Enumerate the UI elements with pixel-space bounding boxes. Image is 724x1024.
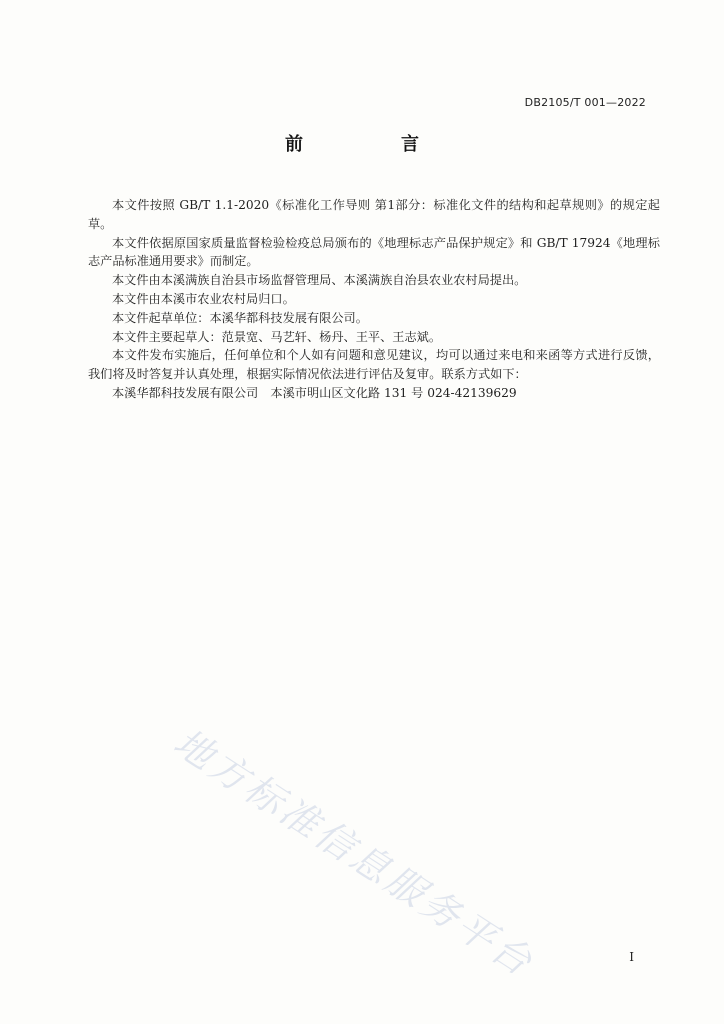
paragraph: 本文件主要起草人：范景宽、马艺轩、杨丹、王平、王志斌。 bbox=[112, 329, 442, 344]
paragraph: 本文件起草单位：本溪华都科技发展有限公司。 bbox=[112, 310, 368, 325]
paragraph: 本文件由本溪满族自治县市场监督管理局、本溪满族自治县农业农村局提出。 bbox=[112, 273, 527, 288]
paragraph: 本文件依据原国家质量监督检验检疫总局颁布的《地理标志产品保护规定》和 GB/T 17924《地理标志产品标准通用要求》而制定。 bbox=[88, 235, 660, 269]
document-code: DB2105/T 001—2022 bbox=[524, 96, 646, 109]
page-number: I bbox=[629, 950, 634, 964]
paragraph: 本文件按照 GB/T 1.1-2020《标准化工作导则 第1部分：标准化文件的结构和起草规则》的规定起草。 bbox=[88, 198, 660, 231]
page-title: 前 言 bbox=[285, 134, 459, 155]
contact-info: 本溪华都科技发展有限公司 本溪市明山区文化路 131 号 024-42139629 bbox=[112, 385, 517, 400]
foreword-body bbox=[88, 196, 660, 403]
watermark: 地方标准信息服务平台 bbox=[166, 719, 543, 986]
paragraph: 本文件由本溪市农业农村局归口。 bbox=[112, 291, 295, 306]
paragraph: 本文件发布实施后，任何单位和个人如有问题和意见建议，均可以通过来电和来函等方式进行反馈，我们将及时答复并认真处理，根据实际情况依法进行评估及复审。联系方式如下： bbox=[88, 348, 660, 382]
